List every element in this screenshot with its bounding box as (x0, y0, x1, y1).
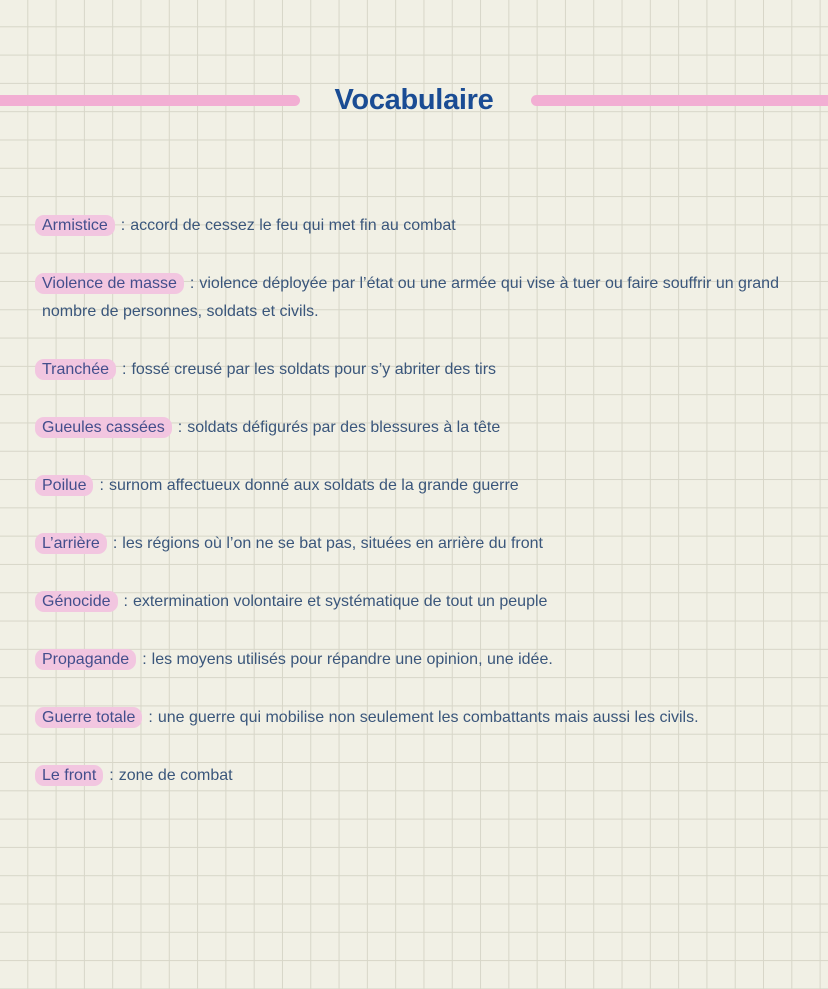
vocab-entry (42, 212, 812, 240)
vocab-separator: : (122, 361, 127, 378)
vocab-term: Guerre totale (35, 707, 142, 728)
vocab-definition: les moyens utilisés pour répandre une opinion, une idée. (151, 651, 553, 668)
vocab-entry (42, 762, 812, 790)
vocab-separator: : (123, 593, 128, 610)
vocab-term: Le front (35, 765, 103, 786)
title-accent-bar-right (531, 95, 828, 106)
vocab-separator: : (120, 217, 126, 234)
vocab-definition: les régions où l’on ne se bat pas, situées en arrière du front (122, 535, 543, 552)
vocab-term: Violence de masse (35, 273, 184, 294)
vocab-term: Poilue (35, 475, 93, 496)
vocab-entry (42, 472, 812, 500)
vocab-definition: une guerre qui mobilise non seulement les combattants mais aussi les civils. (157, 709, 699, 726)
vocab-list (42, 212, 812, 820)
vocab-definition: soldats défigurés par des blessures à la tête (187, 419, 501, 436)
vocab-separator: : (109, 767, 114, 784)
vocab-definition: accord de cessez le feu qui met fin au combat (130, 217, 456, 234)
vocab-entry (42, 414, 812, 442)
vocab-definition: fossé creusé par les soldats pour s’y abriter des tirs (131, 361, 497, 378)
vocab-separator: : (148, 709, 153, 726)
vocab-term: Tranchée (35, 359, 116, 380)
vocab-entry (42, 356, 812, 384)
page-title: Vocabulaire (334, 84, 494, 116)
vocab-entry (42, 270, 812, 326)
vocab-definition: surnom affectueux donné aux soldats de la grande guerre (108, 477, 519, 494)
vocab-term: Gueules cassées (35, 417, 172, 438)
vocab-entry (42, 704, 812, 732)
vocab-separator: : (142, 651, 147, 668)
vocab-separator: : (112, 535, 118, 552)
vocab-entry (42, 646, 812, 674)
vocab-term: Génocide (35, 591, 118, 612)
vocab-term: Propagande (35, 649, 136, 670)
vocab-entry (42, 530, 812, 558)
vocab-separator: : (189, 275, 195, 292)
vocab-term: Armistice (35, 215, 115, 236)
vocab-separator: : (99, 477, 104, 494)
vocab-definition: zone de combat (118, 767, 233, 784)
vocab-term: L’arrière (35, 533, 107, 554)
vocab-definition: extermination volontaire et systématique de tout un peuple (132, 593, 548, 610)
vocab-separator: : (177, 419, 183, 436)
vocab-entry (42, 588, 812, 616)
vocab-definition: violence déployée par l’état ou une armée qui vise à tuer ou faire souffrir un grand nombre de personnes, soldats et civils. (42, 275, 779, 320)
